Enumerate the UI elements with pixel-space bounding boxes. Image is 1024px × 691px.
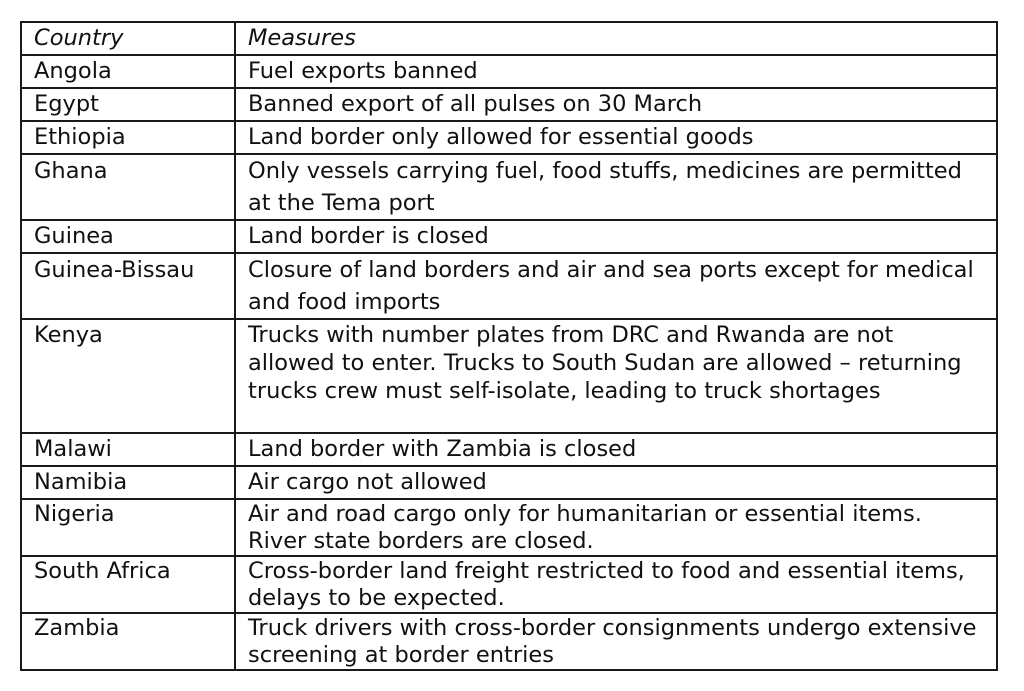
table-row — [21, 613, 997, 670]
table-row — [21, 121, 997, 154]
measures-cell: Only vessels carrying fuel, food stuffs, medicines are permitted at the Tema port — [235, 154, 997, 220]
country-cell: Nigeria — [21, 499, 235, 556]
measures-cell: Air cargo not allowed — [235, 466, 997, 499]
table-row — [21, 319, 997, 433]
country-cell: Ghana — [21, 154, 235, 220]
table-row — [21, 154, 997, 220]
measures-cell: Fuel exports banned — [235, 55, 997, 88]
country-cell: South Africa — [21, 556, 235, 613]
header-country: Country — [21, 22, 235, 55]
table-header-row — [21, 22, 997, 55]
measures-cell: Cross-border land freight restricted to food and essential items, delays to be expected. — [235, 556, 997, 613]
measures-cell: Trucks with number plates from DRC and Rwanda are not allowed to enter. Trucks to South Sudan are allowed – returning trucks crew must self-isolate, leading to truck shortages — [235, 319, 997, 433]
country-cell: Zambia — [21, 613, 235, 670]
country-cell: Guinea-Bissau — [21, 253, 235, 319]
country-cell: Ethiopia — [21, 121, 235, 154]
measures-cell: Banned export of all pulses on 30 March — [235, 88, 997, 121]
table-row — [21, 55, 997, 88]
measures-cell: Closure of land borders and air and sea ports except for medical and food imports — [235, 253, 997, 319]
table-row — [21, 556, 997, 613]
country-cell: Malawi — [21, 433, 235, 466]
country-cell: Guinea — [21, 220, 235, 253]
country-cell: Angola — [21, 55, 235, 88]
trade-measures-table — [20, 21, 998, 671]
measures-cell: Air and road cargo only for humanitarian or essential items. River state borders are closed. — [235, 499, 997, 556]
measures-cell: Land border with Zambia is closed — [235, 433, 997, 466]
country-cell: Egypt — [21, 88, 235, 121]
measures-cell: Land border is closed — [235, 220, 997, 253]
table-row — [21, 499, 997, 556]
country-cell: Kenya — [21, 319, 235, 433]
table-row — [21, 253, 997, 319]
measures-cell: Land border only allowed for essential goods — [235, 121, 997, 154]
country-cell: Namibia — [21, 466, 235, 499]
table-row — [21, 433, 997, 466]
header-measures: Measures — [235, 22, 997, 55]
table-row — [21, 220, 997, 253]
table-row — [21, 88, 997, 121]
table-row — [21, 466, 997, 499]
measures-cell: Truck drivers with cross-border consignments undergo extensive screening at border entries — [235, 613, 997, 670]
